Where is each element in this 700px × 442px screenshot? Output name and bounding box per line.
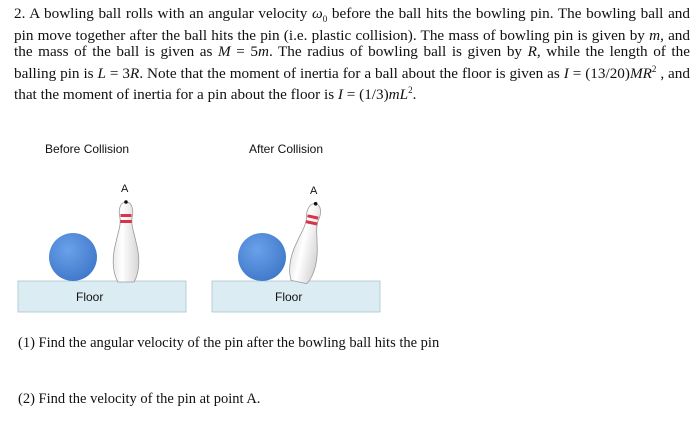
problem-text: . The radius of bowling ball is given by	[268, 43, 528, 61]
var-I: I	[337, 86, 343, 104]
problem-text: , while the length of the balling pin is	[14, 43, 690, 82]
var-R: R	[527, 43, 537, 61]
pin-before	[113, 200, 139, 282]
equation-part: = (1/3)	[342, 86, 389, 104]
equation-part: = 5	[230, 43, 258, 61]
problem-text: .	[412, 86, 417, 104]
problem-text: , and the mass of the ball is given as	[14, 26, 690, 61]
question-2: (2) Find the velocity of the pin at point A.	[18, 391, 261, 407]
omega-subscript: 0	[322, 14, 328, 25]
floor-label-before: Floor	[76, 290, 104, 304]
var-m: m	[649, 26, 661, 44]
problem-text: , and that the moment of inertia for a pin about the floor is	[14, 64, 690, 104]
var-m: m	[257, 43, 269, 61]
superscript: 2	[651, 63, 657, 74]
var-mL: mL	[388, 86, 409, 104]
problem-number: 2.	[14, 5, 26, 22]
equation-part: = 3	[105, 64, 131, 82]
equation-part: = (13/20)	[568, 64, 630, 82]
ball-after	[238, 233, 286, 281]
point-a-label-after: A	[310, 185, 318, 197]
after-collision-label: After Collision	[249, 142, 324, 156]
var-M: M	[218, 43, 231, 61]
point-a-label-before: A	[121, 183, 129, 195]
var-R: R	[130, 64, 140, 82]
question-1: (1) Find the angular velocity of the pin after the bowling ball hits the pin	[18, 335, 440, 351]
pin-after	[286, 199, 328, 284]
omega-symbol: ω	[312, 5, 323, 22]
var-I: I	[563, 64, 569, 82]
ball-before	[49, 233, 97, 281]
problem-text: A bowling ball rolls with an angular velocity	[25, 5, 313, 22]
problem-text: before the ball hits the bowling pin. The bowling ball and pin move together after the ball hits the pin (i.e. plastic collision). The mass of bowling pin is given by	[14, 5, 690, 44]
var-MR: MR	[629, 64, 652, 82]
var-L: L	[97, 64, 106, 82]
problem-text: . Note that the moment of inertia for a ball about the floor is given as	[139, 64, 564, 82]
before-collision-label: Before Collision	[45, 142, 130, 156]
floor-label-after: Floor	[275, 290, 303, 304]
superscript: 2	[408, 85, 413, 96]
